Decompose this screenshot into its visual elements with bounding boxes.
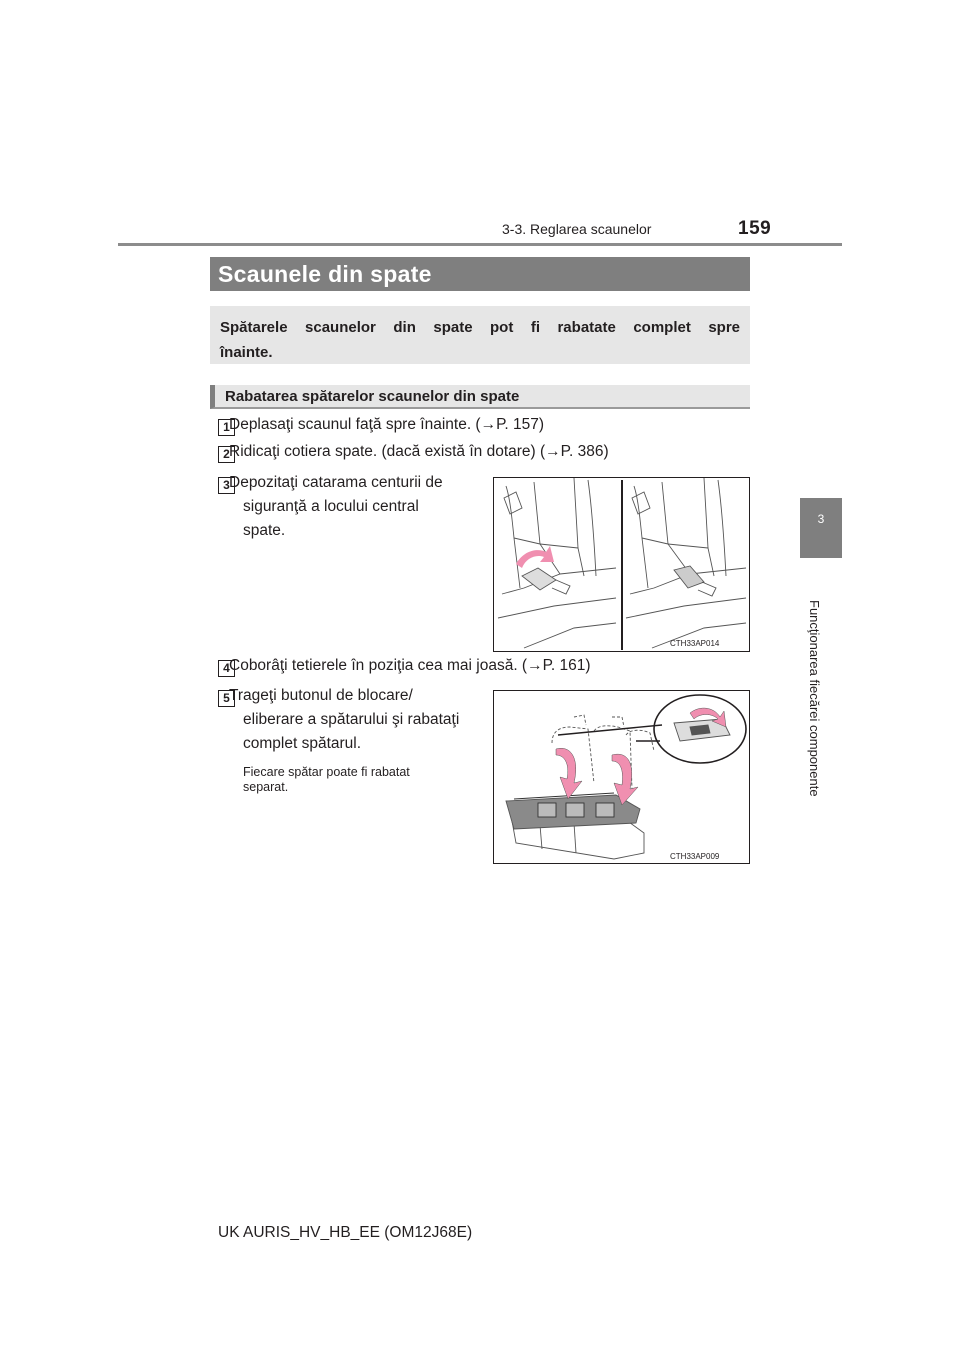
seatbelt-buckle-figure [493, 477, 750, 652]
seat-fold-illustration [494, 691, 749, 863]
document-code: UK AURIS_HV_HB_EE (OM12J68E) [218, 1224, 473, 1241]
step-text: Ridicaţi cotiera spate. (dacă există în dotare) (→P. 386) [229, 443, 609, 460]
step-text: Trageţi butonul de blocare/ [229, 687, 413, 704]
chapter-label-text: Funcţionarea fiecărei componente [807, 600, 822, 797]
step-number: 3 [218, 477, 235, 494]
header-divider [118, 243, 842, 246]
seat-fold-figure [493, 690, 750, 864]
subheading: Rabatarea spătarelor scaunelor din spate [210, 385, 750, 409]
step-number: 5 [218, 690, 235, 707]
step-text: complet spătarul. [243, 735, 362, 752]
page-title: Scaunele din spate [210, 257, 750, 291]
step-number: 4 [218, 660, 235, 677]
seatbelt-buckle-illustration [494, 478, 749, 651]
figure-code: CTH33AP014 [670, 639, 720, 648]
step-text: Deplasaţi scaunul faţă spre înainte. (→P. 157) [229, 416, 545, 433]
intro-text: Spătarele scaunelor din spate pot fi rabatate complet spre înainte. [220, 319, 740, 361]
step-number: 2 [218, 446, 235, 463]
step-text: eliberare a spătarului şi rabataţi [243, 711, 460, 728]
chapter-tab [800, 498, 842, 558]
page-number: 159 [738, 218, 772, 239]
step-text: Depozitaţi catarama centurii de [229, 474, 443, 491]
step-number: 1 [218, 419, 235, 436]
section-title: 3-3. Reglarea scaunelor [502, 221, 652, 237]
chapter-number: 3 [817, 512, 825, 526]
step-note: Fiecare spătar poate fi rabatat [243, 765, 410, 779]
step-text: siguranţă a locului central [243, 498, 419, 515]
step-text: Coborâţi tetierele în poziţia cea mai joasă. (→P. 161) [229, 657, 591, 674]
intro-box [210, 306, 750, 364]
step-text: spate. [243, 522, 286, 539]
step-note: separat. [243, 780, 289, 794]
figure-code: CTH33AP009 [670, 852, 720, 861]
